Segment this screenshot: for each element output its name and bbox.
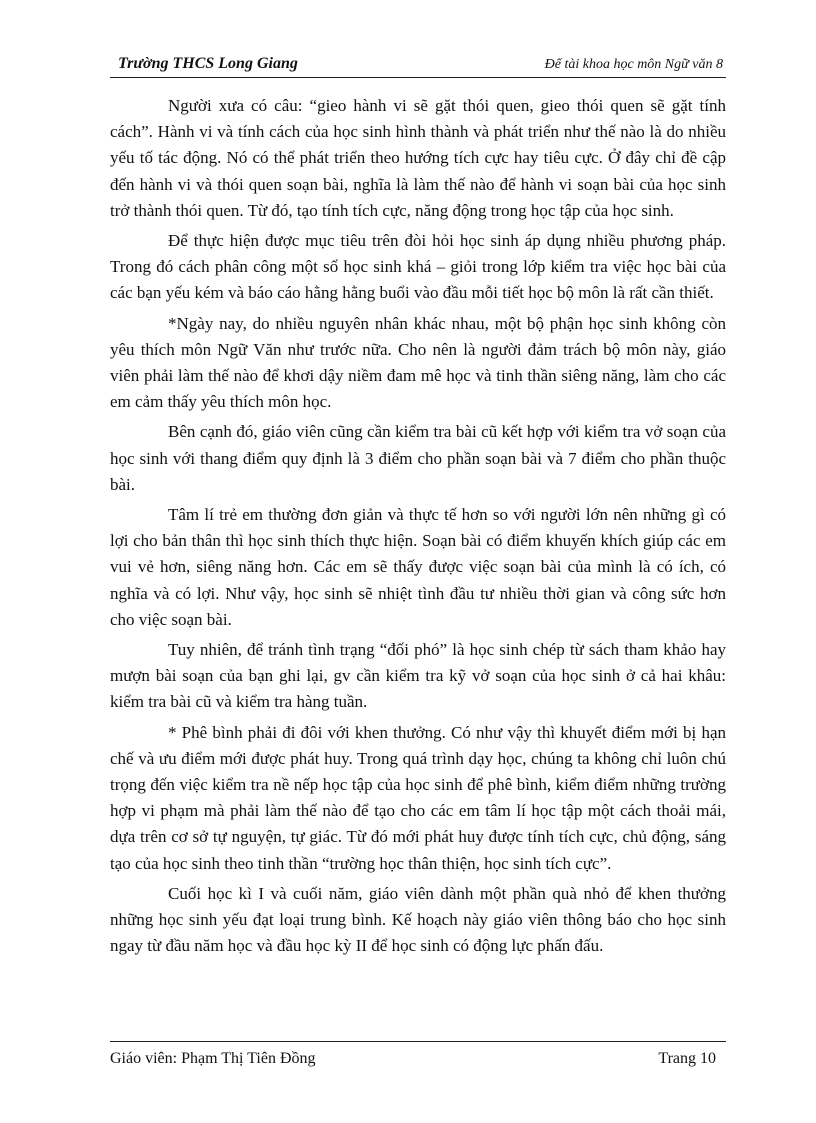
page-header	[118, 55, 723, 79]
paragraph: Bên cạnh đó, giáo viên cũng cần kiểm tra bài cũ kết hợp với kiểm tra vở soạn của học sinh với thang điểm quy định là 3 điểm cho phần soạn bài và 7 điểm cho phần thuộc bài.	[110, 422, 726, 494]
paragraph: Cuối học kì I và cuối năm, giáo viên dành một phần quà nhỏ để khen thưởng những học sinh yếu đạt loại trung bình. Kế hoạch này giáo viên thông báo cho học sinh ngay từ đầu năm học và đầu học kỳ II để học sinh có động lực phấn đấu.	[110, 883, 726, 956]
paragraph: Người xưa có câu: “gieo hành vi sẽ gặt thói quen, gieo thói quen sẽ gặt tính cách”. Hành vi và tính cách của học sinh hình thành và phát triển như thế nào là do nhiều yếu tố tác động. Nó có thể phát triển theo hướng tích cực hay tiêu cực. Ở đây chỉ đề cập đến hành vi và thói quen soạn bài, nghĩa là làm thế nào để hành vi soạn bài của học sinh trở thành thói quen. Từ đó, tạo tính tích cực, năng động trong học tập của học sinh.	[110, 96, 726, 220]
header-school: Trường THCS Long Giang	[118, 55, 298, 72]
paragraph: Tâm lí trẻ em thường đơn giản và thực tế hơn so với người lớn nên những gì có lợi cho bản thân thì học sinh thích thực hiện. Soạn bài có điểm khuyến khích giúp các em vui vẻ hơn, siêng năng hơn. Các em sẽ thấy được việc soạn bài của mình là có ích, có nghĩa và có lợi. Như vậy, học sinh sẽ nhiệt tình đầu tư nhiều thời gian và công sức hơn cho việc soạn bài.	[110, 505, 726, 629]
header-subject: Để tài khoa học môn Ngữ văn 8	[544, 57, 723, 72]
footer-teacher: Giáo viên: Phạm Thị Tiên Đồng	[110, 1050, 316, 1067]
footer-divider	[110, 1041, 726, 1042]
header-divider	[110, 77, 726, 78]
paragraph: Tuy nhiên, để tránh tình trạng “đối phó” là học sinh chép từ sách tham khảo hay mượn bài soạn của bạn ghi lại, gv cần kiểm tra kỹ vở soạn của học sinh ở cả hai khâu: kiểm tra bài cũ và kiểm tra hàng tuần.	[110, 640, 726, 712]
paragraph: * Phê bình phải đi đôi với khen thưởng. Có như vậy thì khuyết điểm mới bị hạn chế và ưu điểm mới được phát huy. Trong quá trình dạy học, chúng ta không chỉ luôn chú trọng đến việc kiểm tra nề nếp học tập của học sinh để phê bình, kiểm điểm những trường hợp vi phạm mà phải làm thế nào để tạo cho các em tâm lí học tập một cách thoải mái, dựa trên cơ sở tự nguyện, tự giác. Từ đó mới phát huy được tính tích cực, chủ động, sáng tạo của học sinh theo tinh thần “trường học thân thiện, học sinh tích cực”.	[110, 722, 726, 873]
paragraph: *Ngày nay, do nhiều nguyên nhân khác nhau, một bộ phận học sinh không còn yêu thích môn Ngữ Văn như trước nữa. Cho nên là người đảm trách bộ môn này, giáo viên phải làm thế nào để khơi dậy niềm đam mê học và tinh thần siêng năng, làm cho các em cảm thấy yêu thích môn học.	[110, 313, 726, 412]
document-body	[110, 93, 726, 964]
page-number: Trang 10	[658, 1050, 716, 1067]
paragraph: Để thực hiện được mục tiêu trên đòi hỏi học sinh áp dụng nhiều phương pháp. Trong đó cách phân công một số học sinh khá – giỏi trong lớp kiểm tra việc học bài của các bạn yếu kém và báo cáo hằng hằng buổi vào đầu mỗi tiết học bộ môn là rất cần thiết.	[110, 231, 726, 303]
